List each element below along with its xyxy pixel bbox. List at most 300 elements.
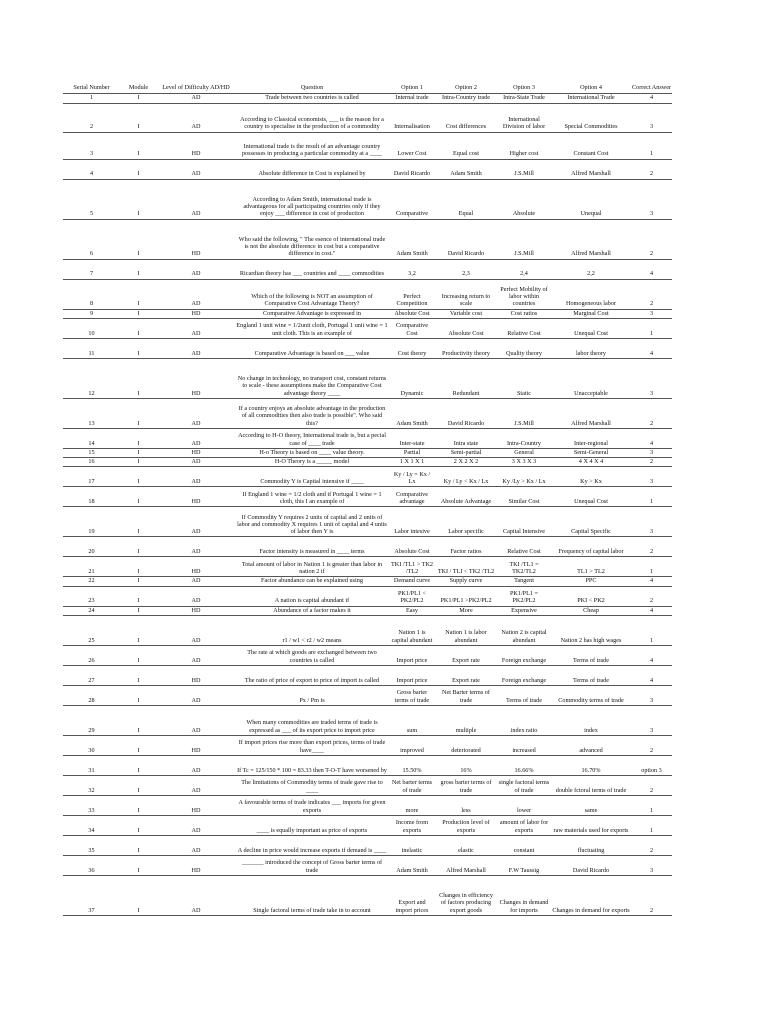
option-1-cell: Adam Smith	[389, 855, 435, 875]
option-1-cell: Comparative advantage	[389, 487, 435, 507]
option-2-cell: Cost differences	[435, 103, 497, 132]
answer-cell: 2	[631, 219, 672, 259]
header-module: Module	[120, 68, 157, 93]
option-3-cell: Relative Cost	[497, 537, 551, 557]
module-cell: I	[120, 159, 157, 179]
serial-cell: 7	[63, 259, 120, 279]
option-4-cell: advanced	[551, 735, 631, 755]
table-row	[63, 448, 672, 457]
option-2-cell: David Ricardo	[435, 219, 497, 259]
serial-cell: 3	[63, 132, 120, 159]
module-cell: I	[120, 467, 157, 487]
answer-cell: 1	[631, 132, 672, 159]
module-cell: I	[120, 279, 157, 309]
table-row	[63, 685, 672, 705]
table-row	[63, 615, 672, 645]
option-4-cell: David Ricardo	[551, 855, 631, 875]
answer-cell: 1	[631, 795, 672, 815]
option-2-cell: Intra state	[435, 428, 497, 448]
option-2-cell: 16%	[435, 755, 497, 775]
table-row	[63, 645, 672, 665]
option-3-cell: Absolute	[497, 179, 551, 219]
module-cell: I	[120, 318, 157, 338]
table-row	[63, 259, 672, 279]
module-cell: I	[120, 795, 157, 815]
table-row	[63, 179, 672, 219]
option-1-cell: inelastic	[389, 835, 435, 855]
option-3-cell: F.W Taussig	[497, 855, 551, 875]
module-cell: I	[120, 735, 157, 755]
serial-cell: 9	[63, 309, 120, 318]
option-4-cell: raw materials used for exports	[551, 815, 631, 835]
question-cell: England 1 unit wine = 1/2unit cloth, Portugal 1 unit wine = 1 unit cloth. This is an example of	[235, 318, 389, 338]
module-cell: I	[120, 645, 157, 665]
answer-cell: 3	[631, 507, 672, 537]
option-2-cell: Increasing return to scale	[435, 279, 497, 309]
table-row	[63, 507, 672, 537]
table-row	[63, 775, 672, 795]
option-1-cell: Export and import prices	[389, 875, 435, 915]
option-2-cell: Alfred Marshall	[435, 855, 497, 875]
option-4-cell: Marginal Cost	[551, 309, 631, 318]
answer-cell: 2	[631, 735, 672, 755]
option-4-cell: Unequal Cost	[551, 487, 631, 507]
level-cell: AD	[157, 259, 235, 279]
header-correct-answer: Correct Answer	[631, 68, 672, 93]
question-cell: The ratio of price of export to price of import is called	[235, 665, 389, 685]
option-4-cell: 16.70%	[551, 755, 631, 775]
option-3-cell: Foreign exchange	[497, 645, 551, 665]
option-4-cell: PPC	[551, 577, 631, 586]
question-cell: Abundance of a factor makes it	[235, 606, 389, 615]
option-3-cell: Similar Cost	[497, 487, 551, 507]
serial-cell: 27	[63, 665, 120, 685]
answer-cell: option 3	[631, 755, 672, 775]
question-cell: The rate at which goods are exchanged between two countries is called	[235, 645, 389, 665]
option-2-cell: multiple	[435, 705, 497, 735]
question-cell: Who said the following, " The esence of international trade is not the absolute difference in cost but a comparative difference in cost."	[235, 219, 389, 259]
question-cell: Absolute difference in Cost is explained by	[235, 159, 389, 179]
level-cell: HD	[157, 665, 235, 685]
level-cell: AD	[157, 775, 235, 795]
option-2-cell: TKI / TLI < TK2 /TL2	[435, 557, 497, 577]
question-cell: Ricardian theory has ___ countries and ____ commodities	[235, 259, 389, 279]
option-4-cell: Alfred Marshall	[551, 398, 631, 428]
table-row	[63, 855, 672, 875]
option-1-cell: Absolute Cost	[389, 309, 435, 318]
option-1-cell: Dynamic	[389, 358, 435, 398]
answer-cell: 1	[631, 487, 672, 507]
level-cell: AD	[157, 685, 235, 705]
option-1-cell: more	[389, 795, 435, 815]
serial-cell: 16	[63, 458, 120, 467]
module-cell: I	[120, 606, 157, 615]
option-3-cell: Quality theory	[497, 338, 551, 358]
serial-cell: 1	[63, 93, 120, 103]
question-cell: No change in technology, no transport cost, constant returns to scale - these assumptions make the Comparative Cost advantage theory ____	[235, 358, 389, 398]
level-cell: HD	[157, 557, 235, 577]
option-3-cell: single factoral terms of trade	[497, 775, 551, 795]
option-1-cell: Nation 1 is capital abundant	[389, 615, 435, 645]
serial-cell: 23	[63, 586, 120, 606]
question-cell: Commodity Y is Capital intensive if ____	[235, 467, 389, 487]
option-1-cell: Import price	[389, 665, 435, 685]
option-1-cell: Easy	[389, 606, 435, 615]
table-row	[63, 93, 672, 103]
serial-cell: 15	[63, 448, 120, 457]
option-3-cell: TKI /TL1 = TK2/TL2	[497, 557, 551, 577]
option-3-cell: PK1/PL1 = PK2/PL2	[497, 586, 551, 606]
option-3-cell: Changes in demand for imports	[497, 875, 551, 915]
option-4-cell: International Trade	[551, 93, 631, 103]
option-2-cell: Supply curve	[435, 577, 497, 586]
question-cell: Factor abundance can be explained using	[235, 577, 389, 586]
header-row	[63, 68, 672, 93]
level-cell: HD	[157, 735, 235, 755]
option-4-cell: 2,2	[551, 259, 631, 279]
question-cell: Total amount of labor in Nation 1 is greater than labor in nation 2 if	[235, 557, 389, 577]
option-1-cell: Inter-state	[389, 428, 435, 448]
module-cell: I	[120, 507, 157, 537]
level-cell: AD	[157, 577, 235, 586]
serial-cell: 20	[63, 537, 120, 557]
level-cell: AD	[157, 279, 235, 309]
answer-cell: 3	[631, 358, 672, 398]
option-3-cell: Nation 2 is capital abundant	[497, 615, 551, 645]
level-cell: AD	[157, 835, 235, 855]
option-3-cell: General	[497, 448, 551, 457]
question-cell: Px / Pm is	[235, 685, 389, 705]
option-4-cell: labor theory	[551, 338, 631, 358]
table-row	[63, 309, 672, 318]
module-cell: I	[120, 855, 157, 875]
table-row	[63, 132, 672, 159]
option-2-cell: Net Barter terms of trade	[435, 685, 497, 705]
serial-cell: 30	[63, 735, 120, 755]
answer-cell: 4	[631, 93, 672, 103]
module-cell: I	[120, 615, 157, 645]
table-row	[63, 338, 672, 358]
module-cell: I	[120, 705, 157, 735]
answer-cell: 1	[631, 615, 672, 645]
option-4-cell: Ky > Kx	[551, 467, 631, 487]
level-cell: AD	[157, 705, 235, 735]
option-2-cell: Equal cost	[435, 132, 497, 159]
question-cell: A decline in price would increase exports if demand is ____	[235, 835, 389, 855]
level-cell: AD	[157, 318, 235, 338]
table-row	[63, 755, 672, 775]
option-3-cell: Intra-State Trade	[497, 93, 551, 103]
serial-cell: 4	[63, 159, 120, 179]
option-2-cell: Productivity theory	[435, 338, 497, 358]
serial-cell: 6	[63, 219, 120, 259]
option-4-cell: Terms of trade	[551, 645, 631, 665]
option-4-cell: Unequal	[551, 179, 631, 219]
table-row	[63, 159, 672, 179]
option-3-cell: International Division of labor	[497, 103, 551, 132]
option-1-cell: Demand curve	[389, 577, 435, 586]
serial-cell: 17	[63, 467, 120, 487]
serial-cell: 14	[63, 428, 120, 448]
module-cell: I	[120, 775, 157, 795]
option-2-cell: More	[435, 606, 497, 615]
serial-cell: 11	[63, 338, 120, 358]
question-cell: H-O Theory is a _____ model	[235, 458, 389, 467]
question-cell: Comparative Advantage is based on ___ value	[235, 338, 389, 358]
option-3-cell: lower	[497, 795, 551, 815]
table-row	[63, 428, 672, 448]
table-row	[63, 606, 672, 615]
option-1-cell: improved	[389, 735, 435, 755]
level-cell: HD	[157, 448, 235, 457]
option-3-cell: Ky /Ly > Kx / Lx	[497, 467, 551, 487]
level-cell: HD	[157, 855, 235, 875]
level-cell: AD	[157, 93, 235, 103]
serial-cell: 31	[63, 755, 120, 775]
question-cell: A favourable terms of trade indicates ___ imports for given exports	[235, 795, 389, 815]
option-4-cell: Frequency of capital labor	[551, 537, 631, 557]
serial-cell: 37	[63, 875, 120, 915]
level-cell: AD	[157, 458, 235, 467]
module-cell: I	[120, 577, 157, 586]
option-4-cell: Special Commodities	[551, 103, 631, 132]
table-row	[63, 467, 672, 487]
option-4-cell: Cheap	[551, 606, 631, 615]
option-3-cell: 3 X 3 X 3	[497, 458, 551, 467]
serial-cell: 32	[63, 775, 120, 795]
option-1-cell: sum	[389, 705, 435, 735]
answer-cell: 4	[631, 577, 672, 586]
answer-cell: 2	[631, 279, 672, 309]
option-2-cell: Factor ratios	[435, 537, 497, 557]
option-2-cell: Export rate	[435, 645, 497, 665]
header-level: Level of Difficulty AD/HD	[157, 68, 235, 93]
option-4-cell: Semi-General	[551, 448, 631, 457]
answer-cell: 4	[631, 428, 672, 448]
answer-cell: 2	[631, 835, 672, 855]
question-cell: If England 1 wine = 1/2 cloth and if Portugal 1 wine = 1 cloth, this I an example of	[235, 487, 389, 507]
module-cell: I	[120, 458, 157, 467]
serial-cell: 13	[63, 398, 120, 428]
table-row	[63, 586, 672, 606]
answer-cell: 2	[631, 586, 672, 606]
header-option-3: Option 3	[497, 68, 551, 93]
level-cell: AD	[157, 615, 235, 645]
option-1-cell: Perfect Competition	[389, 279, 435, 309]
question-cell: If import prices rise more than export prices, terms of trade have____	[235, 735, 389, 755]
table-row	[63, 487, 672, 507]
option-1-cell: 3,2	[389, 259, 435, 279]
table-row	[63, 557, 672, 577]
question-cell: According to Classical economists, ___ is the reason for a country to specialise in the production of a commodity	[235, 103, 389, 132]
question-cell: _______ introduced the concept of Gross barter terms of trade	[235, 855, 389, 875]
header-question: Question	[235, 68, 389, 93]
option-1-cell: 1 X 1 X 1	[389, 458, 435, 467]
option-1-cell: Income from exports	[389, 815, 435, 835]
serial-cell: 33	[63, 795, 120, 815]
option-1-cell: Partial	[389, 448, 435, 457]
table-row	[63, 795, 672, 815]
table-body	[63, 93, 672, 915]
answer-cell: 2	[631, 458, 672, 467]
option-2-cell: Production level of exports	[435, 815, 497, 835]
level-cell: AD	[157, 586, 235, 606]
question-cell: If a country enjoys an absolute advantage in the production of all commodities then also trade is possible". Who said this?	[235, 398, 389, 428]
answer-cell: 3	[631, 855, 672, 875]
module-cell: I	[120, 815, 157, 835]
level-cell: AD	[157, 398, 235, 428]
module-cell: I	[120, 487, 157, 507]
option-2-cell: Adam Smith	[435, 159, 497, 179]
option-1-cell: Gross barter terms of trade	[389, 685, 435, 705]
serial-cell: 34	[63, 815, 120, 835]
option-3-cell: Static	[497, 358, 551, 398]
question-cell: r1 / w1 < r2 / w2 means	[235, 615, 389, 645]
option-2-cell: Absolute Cost	[435, 318, 497, 338]
option-4-cell: Inter-regional	[551, 428, 631, 448]
answer-cell: 2	[631, 875, 672, 915]
table-row	[63, 665, 672, 685]
option-2-cell: Export rate	[435, 665, 497, 685]
option-4-cell: Capital Specific	[551, 507, 631, 537]
option-4-cell: Constant Cost	[551, 132, 631, 159]
option-2-cell: gross barter terms of trade	[435, 775, 497, 795]
option-4-cell: Unequal Cost	[551, 318, 631, 338]
answer-cell: 4	[631, 645, 672, 665]
level-cell: AD	[157, 338, 235, 358]
question-cell: If Commodity Y requires 2 units of capital and 2 units of labor and commodity X requires 1 unit of capital and 4 units of labor then Y is	[235, 507, 389, 537]
serial-cell: 19	[63, 507, 120, 537]
option-4-cell: Changes in demand for exports	[551, 875, 631, 915]
table-row	[63, 358, 672, 398]
option-3-cell: Cost ratios	[497, 309, 551, 318]
option-1-cell: Adam Smith	[389, 398, 435, 428]
answer-cell: 3	[631, 309, 672, 318]
level-cell: HD	[157, 606, 235, 615]
option-2-cell: Variable cost	[435, 309, 497, 318]
table-row	[63, 577, 672, 586]
option-4-cell: Nation 2 has high wages	[551, 615, 631, 645]
level-cell: HD	[157, 132, 235, 159]
module-cell: I	[120, 338, 157, 358]
answer-cell: 1	[631, 557, 672, 577]
option-2-cell: Semi-partial	[435, 448, 497, 457]
module-cell: I	[120, 132, 157, 159]
module-cell: I	[120, 428, 157, 448]
level-cell: HD	[157, 309, 235, 318]
serial-cell: 8	[63, 279, 120, 309]
question-cell: Single factoral terms of trade take in to account	[235, 875, 389, 915]
option-1-cell: Cost theory	[389, 338, 435, 358]
answer-cell: 3	[631, 103, 672, 132]
option-3-cell: Perfect Mobility of labor within countries	[497, 279, 551, 309]
option-3-cell: constant	[497, 835, 551, 855]
question-cell: If Tc = 125/150 * 100 = 83.33 then T-O-T have worsened by	[235, 755, 389, 775]
option-4-cell: Unacceptable	[551, 358, 631, 398]
module-cell: I	[120, 398, 157, 428]
module-cell: I	[120, 179, 157, 219]
option-1-cell: Labor intesive	[389, 507, 435, 537]
option-4-cell: double fctoral terms of trade	[551, 775, 631, 795]
option-3-cell: Foreign exchange	[497, 665, 551, 685]
serial-cell: 21	[63, 557, 120, 577]
table-row	[63, 875, 672, 915]
module-cell: I	[120, 586, 157, 606]
option-2-cell: Absolute Advantage	[435, 487, 497, 507]
level-cell: AD	[157, 179, 235, 219]
answer-cell: 3	[631, 705, 672, 735]
answer-cell: 3	[631, 179, 672, 219]
module-cell: I	[120, 755, 157, 775]
option-3-cell: amount of labor for exports	[497, 815, 551, 835]
option-2-cell: elastic	[435, 835, 497, 855]
option-2-cell: Labor specific	[435, 507, 497, 537]
option-4-cell: fluctuating	[551, 835, 631, 855]
answer-cell: 4	[631, 338, 672, 358]
question-cell: When many commodities are traded terms of trade is expressed as ___ of its export price to import price	[235, 705, 389, 735]
table-row	[63, 835, 672, 855]
table-row	[63, 398, 672, 428]
answer-cell: 2	[631, 537, 672, 557]
level-cell: AD	[157, 103, 235, 132]
level-cell: AD	[157, 467, 235, 487]
option-4-cell: Terms of trade	[551, 665, 631, 685]
option-1-cell: TKI /TL1 > TK2 /TL2	[389, 557, 435, 577]
serial-cell: 24	[63, 606, 120, 615]
module-cell: I	[120, 103, 157, 132]
option-3-cell: 16.66%	[497, 755, 551, 775]
answer-cell: 2	[631, 398, 672, 428]
answer-cell: 3	[631, 467, 672, 487]
option-4-cell: Alfred Marshall	[551, 159, 631, 179]
level-cell: AD	[157, 428, 235, 448]
table-row	[63, 279, 672, 309]
serial-cell: 28	[63, 685, 120, 705]
answer-cell: 4	[631, 606, 672, 615]
option-2-cell: Equal	[435, 179, 497, 219]
question-cell: Comparative Advantage is expressed in	[235, 309, 389, 318]
option-3-cell: J.S.Mill	[497, 219, 551, 259]
question-table	[63, 68, 672, 916]
option-4-cell: 4 X 4 X 4	[551, 458, 631, 467]
table-row	[63, 318, 672, 338]
table-row	[63, 219, 672, 259]
option-3-cell: Tangent	[497, 577, 551, 586]
table-row	[63, 735, 672, 755]
option-4-cell: same	[551, 795, 631, 815]
question-cell: According to Adam Smith, international trade is advantageous for all participating countries only if they enjoy ___ difference in cost of production	[235, 179, 389, 219]
option-4-cell: Commodity terms of trade	[551, 685, 631, 705]
option-3-cell: Intra-Country	[497, 428, 551, 448]
option-3-cell: J.S.Mill	[497, 159, 551, 179]
question-cell: ____ is equally important as price of exports	[235, 815, 389, 835]
option-1-cell: PK1/PL1 < PK2/PL2	[389, 586, 435, 606]
header-option-1: Option 1	[389, 68, 435, 93]
option-2-cell: Redundant	[435, 358, 497, 398]
option-2-cell: Intra-Country trade	[435, 93, 497, 103]
level-cell: AD	[157, 755, 235, 775]
option-3-cell: 2,4	[497, 259, 551, 279]
answer-cell: 3	[631, 448, 672, 457]
option-3-cell: Expensive	[497, 606, 551, 615]
option-2-cell: less	[435, 795, 497, 815]
header-option-4: Option 4	[551, 68, 631, 93]
answer-cell: 1	[631, 815, 672, 835]
option-2-cell: Ky / Ly < Kx / Lx	[435, 467, 497, 487]
module-cell: I	[120, 685, 157, 705]
header-option-2: Option 2	[435, 68, 497, 93]
answer-cell: 4	[631, 259, 672, 279]
